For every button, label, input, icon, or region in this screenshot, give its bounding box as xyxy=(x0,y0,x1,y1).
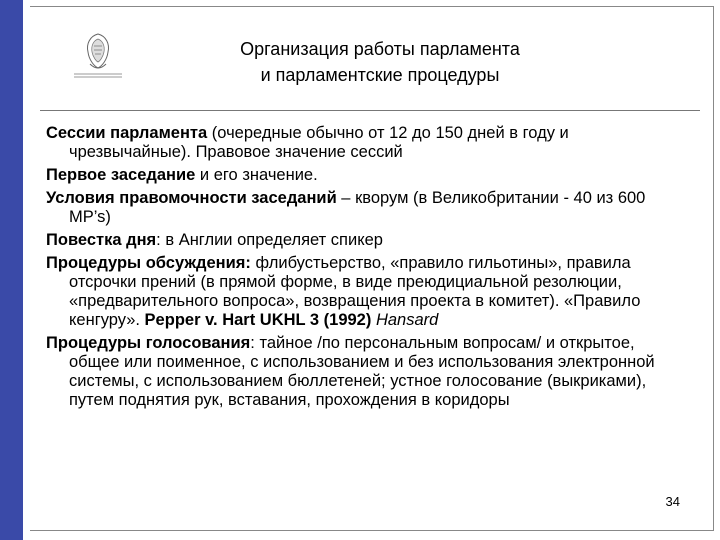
paragraph-sessions xyxy=(46,124,686,162)
title-line-2: и парламентские процедуры xyxy=(260,65,500,85)
paragraph-voting xyxy=(46,334,686,410)
frame-top-line xyxy=(30,6,714,7)
title-line-1: Организация работы парламента xyxy=(240,39,520,59)
text-sessions: (очередные обычно от 12 до 150 дней в году и чрезвычайные). Правовое значение сессий xyxy=(69,124,569,161)
left-accent-bar xyxy=(0,0,23,540)
term-first-sitting: Первое заседание xyxy=(46,166,196,184)
paragraph-debate xyxy=(46,254,686,330)
title-separator xyxy=(40,110,700,111)
hansard-reference: Hansard xyxy=(371,311,439,329)
text-agenda: : в Англии определяет спикер xyxy=(156,231,383,249)
term-quorum: Условия правомочности заседаний xyxy=(46,189,337,207)
page-number: 34 xyxy=(665,494,680,509)
text-first-sitting: и его значение. xyxy=(195,166,318,184)
text-voting: : тайное /по персональным вопросам/ и открытое, общее или поименное, с использованием и без использования электронной системы, с использованием бюллетеней; устное голосование (выкриками), путем поднятия рук, вставания, прохождения в коридоры xyxy=(69,334,655,409)
text-quorum: – кворум (в Великобритании - 40 из 600 MP’s) xyxy=(69,189,646,226)
term-debate: Процедуры обсуждения: xyxy=(46,254,251,272)
term-sessions: Сессии парламента xyxy=(46,124,208,142)
text-debate: флибустьерство, «правило гильотины», правила отсрочки прений (в прямой форме, в виде преюдициальной резолюции, «предварительного вопроса», возвращения проекта в комитет). «Правило кенгуру». xyxy=(69,254,641,329)
paragraph-quorum xyxy=(46,189,686,227)
emblem-logo xyxy=(70,30,126,80)
case-citation: Pepper v. Hart UKHL 3 (1992) xyxy=(139,311,372,329)
paragraph-first-sitting xyxy=(46,166,686,185)
frame-bottom-line xyxy=(30,530,714,531)
term-agenda: Повестка дня xyxy=(46,231,157,249)
paragraph-agenda xyxy=(46,231,686,250)
frame-right-line xyxy=(713,6,714,530)
term-voting: Процедуры голосования xyxy=(46,334,251,352)
slide-title xyxy=(130,36,630,88)
slide-body xyxy=(46,124,686,414)
